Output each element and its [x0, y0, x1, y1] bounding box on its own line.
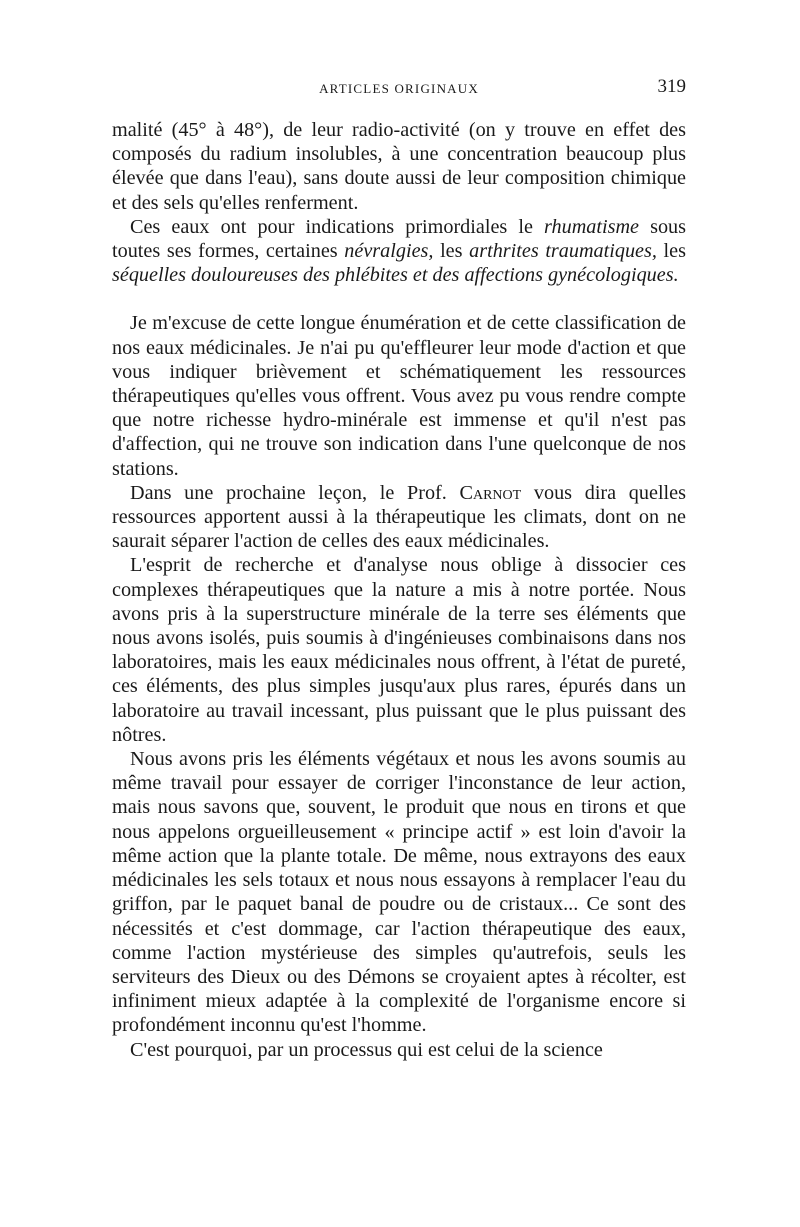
paragraph-4: [112, 481, 686, 554]
paragraph-4-text-a: Dans une prochaine leçon, le Prof.: [130, 481, 460, 504]
paragraph-7: C'est pourquoi, par un processus qui est celui de la science: [130, 1038, 603, 1061]
paragraph-3: Je m'excuse de cette longue énumération et de cette classification de nos eaux médicinales. Je n'ai pu qu'effleurer leur mode d'action et que vous indiquer brièvement et schématiquement les ressources thérapeutiques qu'elles vous offrent. Vous avez pu vous rendre compte que notre richesse hydro-minérale est immense et qu'il n'est pas d'affection, qui ne trouve son indication dans l'une quelconque de nos stations.: [112, 312, 686, 480]
emphasis-arthrites: arthrites traumatiques,: [469, 240, 657, 263]
emphasis-sequelles: séquelles douloureuses des phlébites et des affections gynécologiques.: [112, 264, 679, 287]
paragraph-2: [112, 215, 686, 288]
emphasis-rhumatisme: rhumatisme: [544, 215, 639, 238]
paragraph-4-text-b: vous dira quelles ressources apportent aussi à la thérapeutique les climats, dont on ne saurait séparer l'action de celles des eaux médicinales.: [112, 481, 686, 553]
running-head: [112, 78, 686, 100]
paragraph-2-text-b: sous toutes ses formes, certaines: [112, 215, 686, 263]
emphasis-nevralgies: névralgies,: [344, 240, 434, 263]
paragraph-6: Nous avons pris les éléments végétaux et nous les avons soumis au même travail pour essayer de corriger l'inconstance de leur action, mais nous savons que, souvent, le produit que nous en tirons et que nous appelons orgueilleusement « principe actif » est loin d'avoir la même action que la plante totale. De même, nous extrayons des eaux médicinales les sels totaux et nous nous essayons à remplacer l'eau du griffon, par le paquet banal de poudre ou de cristaux... Ce sont des nécessités et c'est dommage, car l'action thérapeutique des eaux, comme l'action mystérieuse des simples qu'autrefois, seuls les serviteurs des Dieux ou des Démons se croyaient aptes à récolter, est infiniment mieux adaptée à la complexité de l'organisme encore si profondément inconnu qu'est l'homme.: [112, 748, 686, 1037]
page-number: 319: [657, 76, 686, 97]
paragraph-2-text-d: les: [656, 240, 686, 263]
section-gap: [112, 287, 686, 311]
author-name-carnot: Carnot: [459, 481, 522, 504]
paragraph-1: malité (45° à 48°), de leur radio-activité (on y trouve en effet des composés du radium insolubles, à une concentration beaucoup plus élevée que dans l'eau), sans doute aussi de leur composition chimique et des sels qu'elles renferment.: [112, 119, 686, 214]
running-title: ARTICLES ORIGINAUX: [319, 81, 479, 96]
paragraph-5: L'esprit de recherche et d'analyse nous oblige à dissocier ces complexes thérapeutiques que la nature a mis à notre portée. Nous avons pris à la superstructure minérale de la terre ses éléments que nous avons isolés, puis soumis à d'ingénieuses combinaisons dans nos laboratoires, mais les eaux médicinales nous offrent, à l'état de pureté, ces éléments, des plus simples jusqu'aux plus rares, épurés dans un laboratoire au travail incessant, plus puissant que le plus puissant des nôtres.: [112, 554, 686, 746]
paragraph-2-text-a: Ces eaux ont pour indications primordiales le: [130, 215, 545, 238]
body-text: [112, 118, 686, 1062]
paragraph-2-text-c: les: [433, 240, 470, 263]
